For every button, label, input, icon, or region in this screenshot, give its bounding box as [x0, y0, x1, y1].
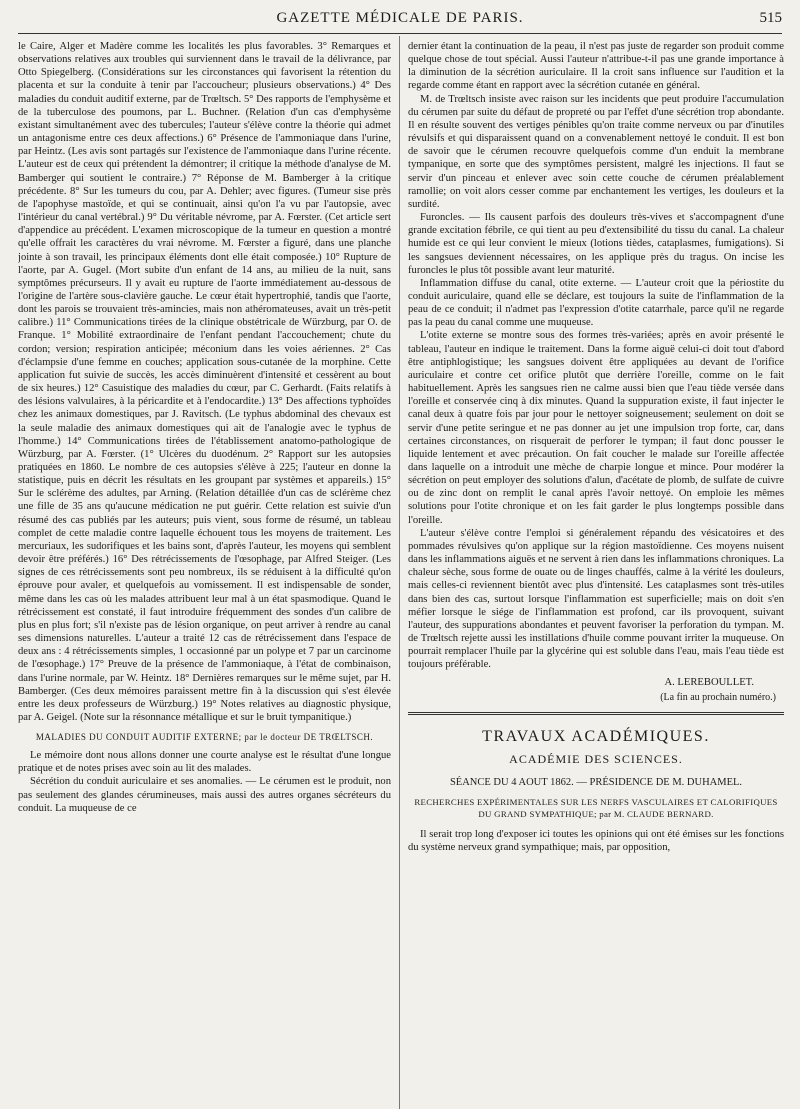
- furoncles-paragraph: Furoncles. — Ils causent parfois des douleurs très-vives et s'accompagnent d'une grande excitation fébrile, ce qui tient au peu d'extensibilité du tissu du canal. La chaleur humide est ce qui leur convient le mieux (lotions tièdes, cataplasmes, fumigations). Si les sangsues deviennent nécessaires, on les applique près du tragus. On incise les furoncles le plus tôt possible avant leur maturité.: [408, 212, 784, 276]
- right-column: [408, 40, 784, 1107]
- left-column: [18, 40, 391, 1107]
- section-subtitle: ACADÉMIE DES SCIENCES.: [509, 751, 683, 766]
- academic-article-paragraph: Il serait trop long d'exposer ici toutes les opinions qui ont été émises sur les fonctions du système nerveux grand sympathique; mais, par opposition,: [408, 829, 784, 854]
- page-header: [18, 10, 782, 34]
- otite-externe-paragraph: Inflammation diffuse du canal, otite externe. — L'auteur croit que la périostite du conduit auriculaire, quand elle se déclare, est toujours la suite de l'inflammation de la peau de ce conduit; il n'admet pas l'expression d'otite catarrhale, parce qu'il ne regarde pas la peau du canal comme une muqueuse.: [408, 277, 784, 329]
- journal-title: GAZETTE MÉDICALE DE PARIS.: [276, 10, 524, 26]
- section-rule: [408, 712, 784, 715]
- page-number: 515: [759, 10, 782, 26]
- academic-article-title: RECHERCHES EXPÉRIMENTALES SUR LES NERFS VASCULAIRES ET CALORIFIQUES DU GRAND SYMPATHIQUE; par M. CLAUDE BERNARD.: [414, 797, 778, 819]
- vesicatoires-paragraph: L'auteur s'élève contre l'emploi si généralement répandu des vésicatoires et des pommades révulsives qu'on applique sur la région mastoïdienne. Ces moyens nuisent dans les inflammations aiguës et ne servent à rien dans les inflammations chroniques. La chaleur sèche, sous forme de ouate ou de linges chauffés, calme à la vérité les douleurs, mais celles-ci reviennent bientôt avec plus d'intensité. Les cataplasmes sont très-utiles dans bien des cas, surtout lorsque l'inflammation est superficielle; mais on doit s'en méfier lorsque le siége de l'inflammation est profond, car ils provoquent, suivant l'auteur, des suppurations abondantes et peuvent favoriser la perforation du tympan. M. de Trœltsch rejette aussi les instillations d'huile comme pouvant irriter la muqueuse. On pourrait remplacer l'huile par la glycérine qui est soluble dans l'eau, mais l'eau tiède est toujours préférable.: [408, 527, 784, 671]
- treatment-paragraph: L'otite externe se montre sous des formes très-variées; après en avoir présenté le tableau, l'auteur en indique le traitement. Dans la forme aiguë celui-ci doit tout d'abord être antiphlogistique; les sangsues doivent être appliquées au devant de l'orifice auriculaire et contre cet orifice plutôt que derrière l'oreille, comme on le fait habituellement. Après les sangsues rien ne calme aussi bien que l'eau tiède versée dans l'oreille et conservée cinq à dix minutes. Quand la suppuration existe, il faut injecter le canal deux à quatre fois par jour pour le nettoyer soigneusement; seulement on doit se servir d'une petite seringue et ne pas donner au jet une impulsion trop forte, car, dans certaines circonstances, on risquerait de perforer le tympan; il faut donc pousser le liquide lentement et avec précaution. On fait coucher le malade sur l'oreille affectée dans laquelle on a introduit une mèche de charpie longue et mince. Pour modérer la sécrétion on peut employer des solutions d'alun, d'acétate de plomb, de sulfate de cuivre ou de zinc dont on remplit le canal après l'avoir nettoyé. On emploie les mêmes solutions pour l'otite chronique et on les fait garder le plus longtemps possible dans l'oreille.: [408, 330, 784, 526]
- bibliography-paragraph: le Caire, Alger et Madère comme les localités les plus favorables. 3° Remarques et observations relatives aux troubles qui surviennent dans le travail de la délivrance, par Otto Spiegelberg. (Considérations sur les circonstances qui favorisent la rétention du placenta et sur la conduite à tenir par l'accoucheur; plusieurs observations.) 4° Des maladies du conduit auditif externe, par de Trœltsch. 5° Des rapports de l'emphysème et de la tuberculose des poumons, par L. Buchner. (Relation d'un cas d'emphysème existant simultanément avec des tubercules; l'auteur s'élève contre la théorie qui admet un antagonisme entre ces deux affections.) 6° Présence de l'ammoniaque dans l'urine, par Heintz. (Les avis sont partagés sur l'existence de l'ammoniaque dans l'urine récente. L'auteur est de ceux qui prétendent la démontrer; il critique la méthode d'analyse de M. Bamberger qui soutient le contraire.) 7° Réponse de M. Bamberger à la critique précédente. 8° Sur les tumeurs du cou, par A. Dehler; avec figures. (Tumeur sise près de l'apophyse mastoïde, et qui se continuait, ainsi qu'on l'a vu par l'autopsie, avec l'intérieur du canal vertébral.) 9° Du véritable névrome, par A. Fœrster. (Cet article sert d'appendice au précédent. L'examen microscopique de la tumeur en question a montré qu'elle offrait les caractères du vrai névrome. M. Fœrster a figuré, dans une planche jointe à son travail, les principaux éléments dont elle était composée.) 10° Rupture de l'aorte, par A. Gugel. (Mort subite d'un enfant de 14 ans, au milieu de la nuit, sans symptômes précurseurs. Il y avait eu rupture de l'aorte immédiatement au-dessous de l'origine de l'artère sous-clavière gauche. Le cœur était hypertrophié, tandis que l'aorte, dont les parois se trouvaient très-amincies, mais non athéromateuses, avait un très-petit calibre.) 11° Communications tirées de la clinique obstétricale de Würzburg, par O. de Franque. 1° Mobilité extraordinaire de l'enfant pendant l'accouchement; chute du cordon; version; respiration anticipée; méconium dans les voies aériennes. 2° Cas d'éclampsie d'une femme en couches; application sous-cutanée de la morphine. Cette application fut suivie de succès, les accès diminuèrent d'intensité et cessèrent au bout de six heures.) 12° Casuistique des maladies du cœur, par C. Gerhardt. (Faits relatifs à des lésions valvulaires, à la péricardite et à l'endocardite.) 13° Des affections typhoïdes chez les animaux domestiques, par J. Ravitsch. (Le typhus abdominal des chevaux est la seule maladie des animaux domestiques qui ait de l'analogie avec le typhus de l'homme.) 14° Communications tirées de l'établissement anatomo-pathologique de Würzburg, par A. Fœrster. (1° Ulcères du duodénum. 2° Rapport sur les autopsies pratiquées en 1860. Le nombre de ces autopsies s'élève à 225; l'auteur en donne la statistique, puis en décrit les résultats en les groupant par systèmes et appareils.) 15° Sur le sclérème des adultes, par Arning. (Relation détaillée d'un cas de sclérème chez une fille de 35 ans qu'aucune médication ne put guérir. Cette relation est suivie d'un résumé des cas publiés par les auteurs; puis vient, sous forme de résumé, un tableau complet de cette maladie contre laquelle échouent tous les moyens de traitement. Les mercuriaux, les sudorifiques et les bains sont, d'après l'auteur, les moyens qui semblent devoir être préférés.) 16° Des rétrécissements de l'œsophage, par Alfred Steiger. (Les signes de ces rétrécissements sont peu nombreux, ils se réduisent à la difficulté qu'on éprouve pour avaler, et quelquefois au vomissement. Il est indispensable de sonder, même dans les cas où les malades attribuent leur mal à un état spasmodique. Quand le rétrécissement est constaté, il faut introduire fréquemment des sondes d'un calibre de plus en plus fort; s'il n'existe pas de lésion organique, on peut arriver à rendre au canal ses dimensions naturelles. L'auteur a traité 12 cas de rétrécissement dans l'espace de deux ans : 4 rétrécissements simples, 1 occasionné par un polype et 7 par un carcinome de l'œsophage.) 17° Preuve de la présence de l'ammoniaque, à l'état de combinaison, dans l'urine normale, par W. Heintz. 18° Dernières remarques sur le même sujet, par H. Bamberger. (Ces deux mémoires paraissent mettre fin à la discussion qui s'est élevée entre les deux professeurs de Würzburg.) 19° Notes relatives au diagnostic physique, par A. Geigel. (Note sur la résonnance métallique et sur le bruit tympanitique.): [18, 41, 391, 723]
- article-subheading: MALADIES DU CONDUIT AUDITIF EXTERNE; par le docteur DE TRŒLTSCH.: [35, 732, 374, 743]
- intro-paragraph: Le mémoire dont nous allons donner une courte analyse est le résultat d'une longue pratique et de notes prises avec soin au lit des malades.: [18, 750, 391, 775]
- author-signature: A. LEREBOULLET.: [664, 676, 754, 688]
- header-rule: [18, 33, 782, 34]
- cerumen-accumulation-paragraph: M. de Trœltsch insiste avec raison sur les incidents que peut produire l'accumulation du cérumen par suite du défaut de propreté ou par l'effet d'une sécrétion trop abondante. Il en résulte souvent des vertiges pénibles qu'on traite comme nerveux ou par d'inutiles révulsifs et qui disparaissent quand on a convenablement nettoyé le conduit. Il est bon de savoir que le cérumen recouvre quelquefois comme d'un enduit la membrane tympanique, en sorte que des symptômes persistent, malgré les injections. Il faut se servir d'un pinceau et enlever avec soin cette couche de cérumen préalablement ramollie; on voit alors cesser comme par enchantement les vertiges, les douleurs et la surdité.: [408, 93, 784, 210]
- cerumen-paragraph: Sécrétion du conduit auriculaire et ses anomalies. — Le cérumen est le produit, non pas seulement des glandes cérumineuses, mais aussi des autres organes sécréteurs du conduit. La muqueuse de ce: [18, 776, 391, 814]
- session-line: SÉANCE DU 4 AOUT 1862. — PRÉSIDENCE DE M. DUHAMEL.: [449, 776, 743, 788]
- section-title: TRAVAUX ACADÉMIQUES.: [482, 727, 710, 745]
- continuation-paragraph: dernier étant la continuation de la peau, il n'est pas juste de regarder son produit comme quelque chose de tout spécial. Aussi l'auteur n'attribue-t-il pas une grande importance à la diminution de la sécrétion auriculaire. Il la croit sans influence sur l'audition et la regarde comme étant en rapport avec la sécrétion cutanée en général.: [408, 41, 784, 92]
- column-divider: [399, 36, 400, 1109]
- continued-note: (La fin au prochain numéro.): [660, 691, 776, 703]
